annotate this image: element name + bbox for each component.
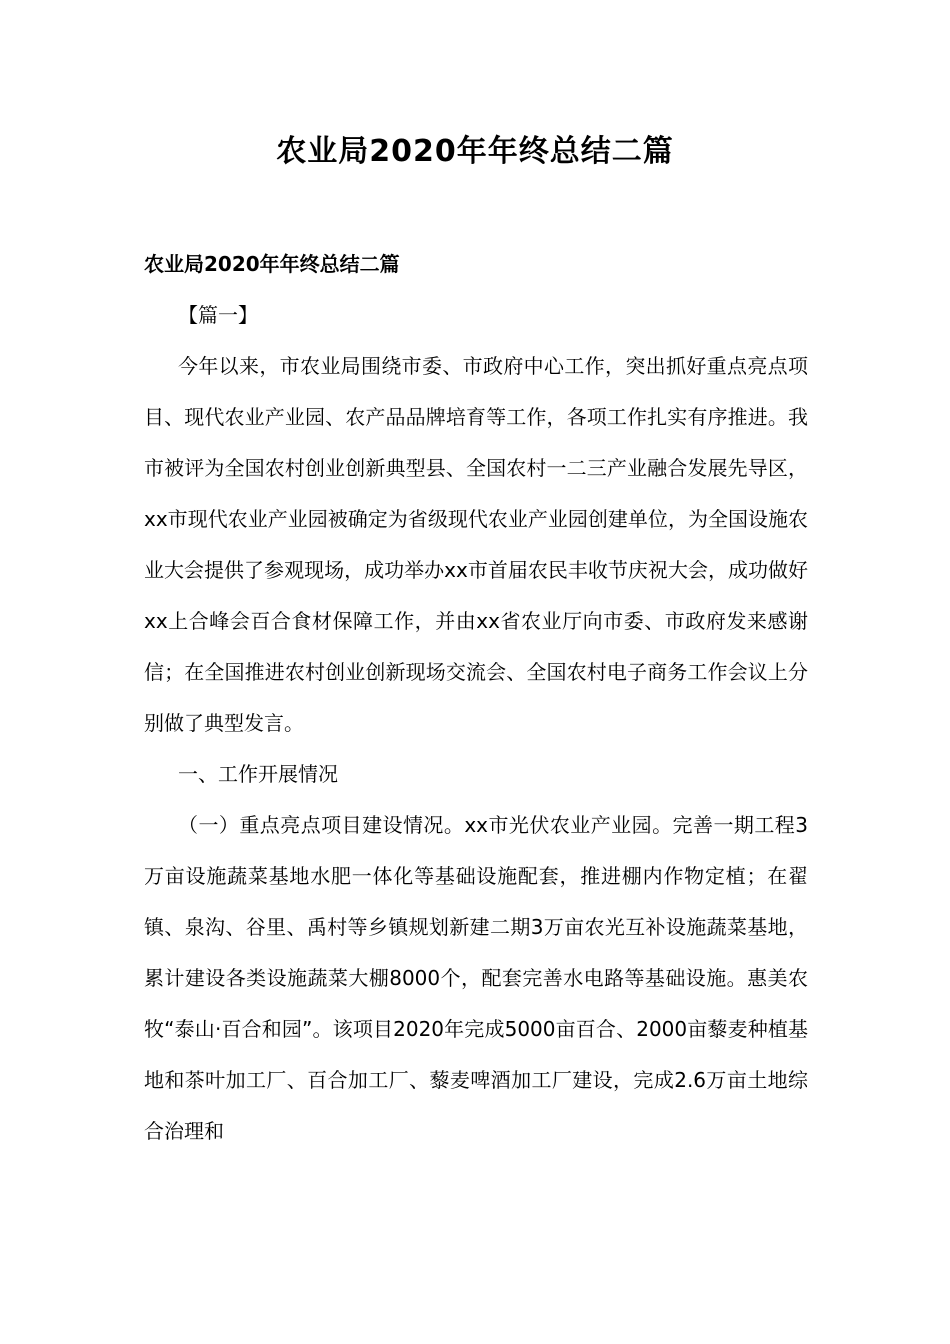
paragraph-intro: 今年以来，市农业局围绕市委、市政府中心工作，突出抓好重点亮点项目、现代农业产业园、农产品品牌培育等工作，各项工作扎实有序推进。我市被评为全国农村创业创新典型县、全国农村一二三产业融合发展先导区，xx市现代农业产业园被确定为省级现代农业产业园创建单位，为全国设施农业大会提供了参观现场，成功举办xx市首届农民丰收节庆祝大会，成功做好xx上合峰会百合食材保障工作，并由xx省农业厅向市委、市政府发来感谢信；在全国推进农村创业创新现场交流会、全国农村电子商务工作会议上分别做了典型发言。 — [144, 354, 808, 735]
document-subtitle: 农业局2020年年终总结二篇 — [144, 252, 400, 276]
section-marker: 【篇一】 — [178, 303, 258, 327]
paragraph-projects: （一）重点亮点项目建设情况。xx市光伏农业产业园。完善一期工程3万亩设施蔬菜基地水肥一体化等基础设施配套，推进棚内作物定植；在翟镇、泉沟、谷里、禹村等乡镇规划新建二期3万亩农光互补设施蔬菜基地，累计建设各类设施蔬菜大棚8000个，配套完善水电路等基础设施。惠美农牧“泰山·百合和园”。该项目2020年完成5000亩百合、2000亩藜麦种植基地和茶叶加工厂、百合加工厂、藜麦啤酒加工厂建设，完成2.6万亩土地综合治理和 — [144, 813, 808, 1143]
document-title: 农业局2020年年终总结二篇 — [276, 134, 674, 169]
document-body — [144, 240, 808, 1157]
section-heading: 一、工作开展情况 — [178, 762, 338, 786]
